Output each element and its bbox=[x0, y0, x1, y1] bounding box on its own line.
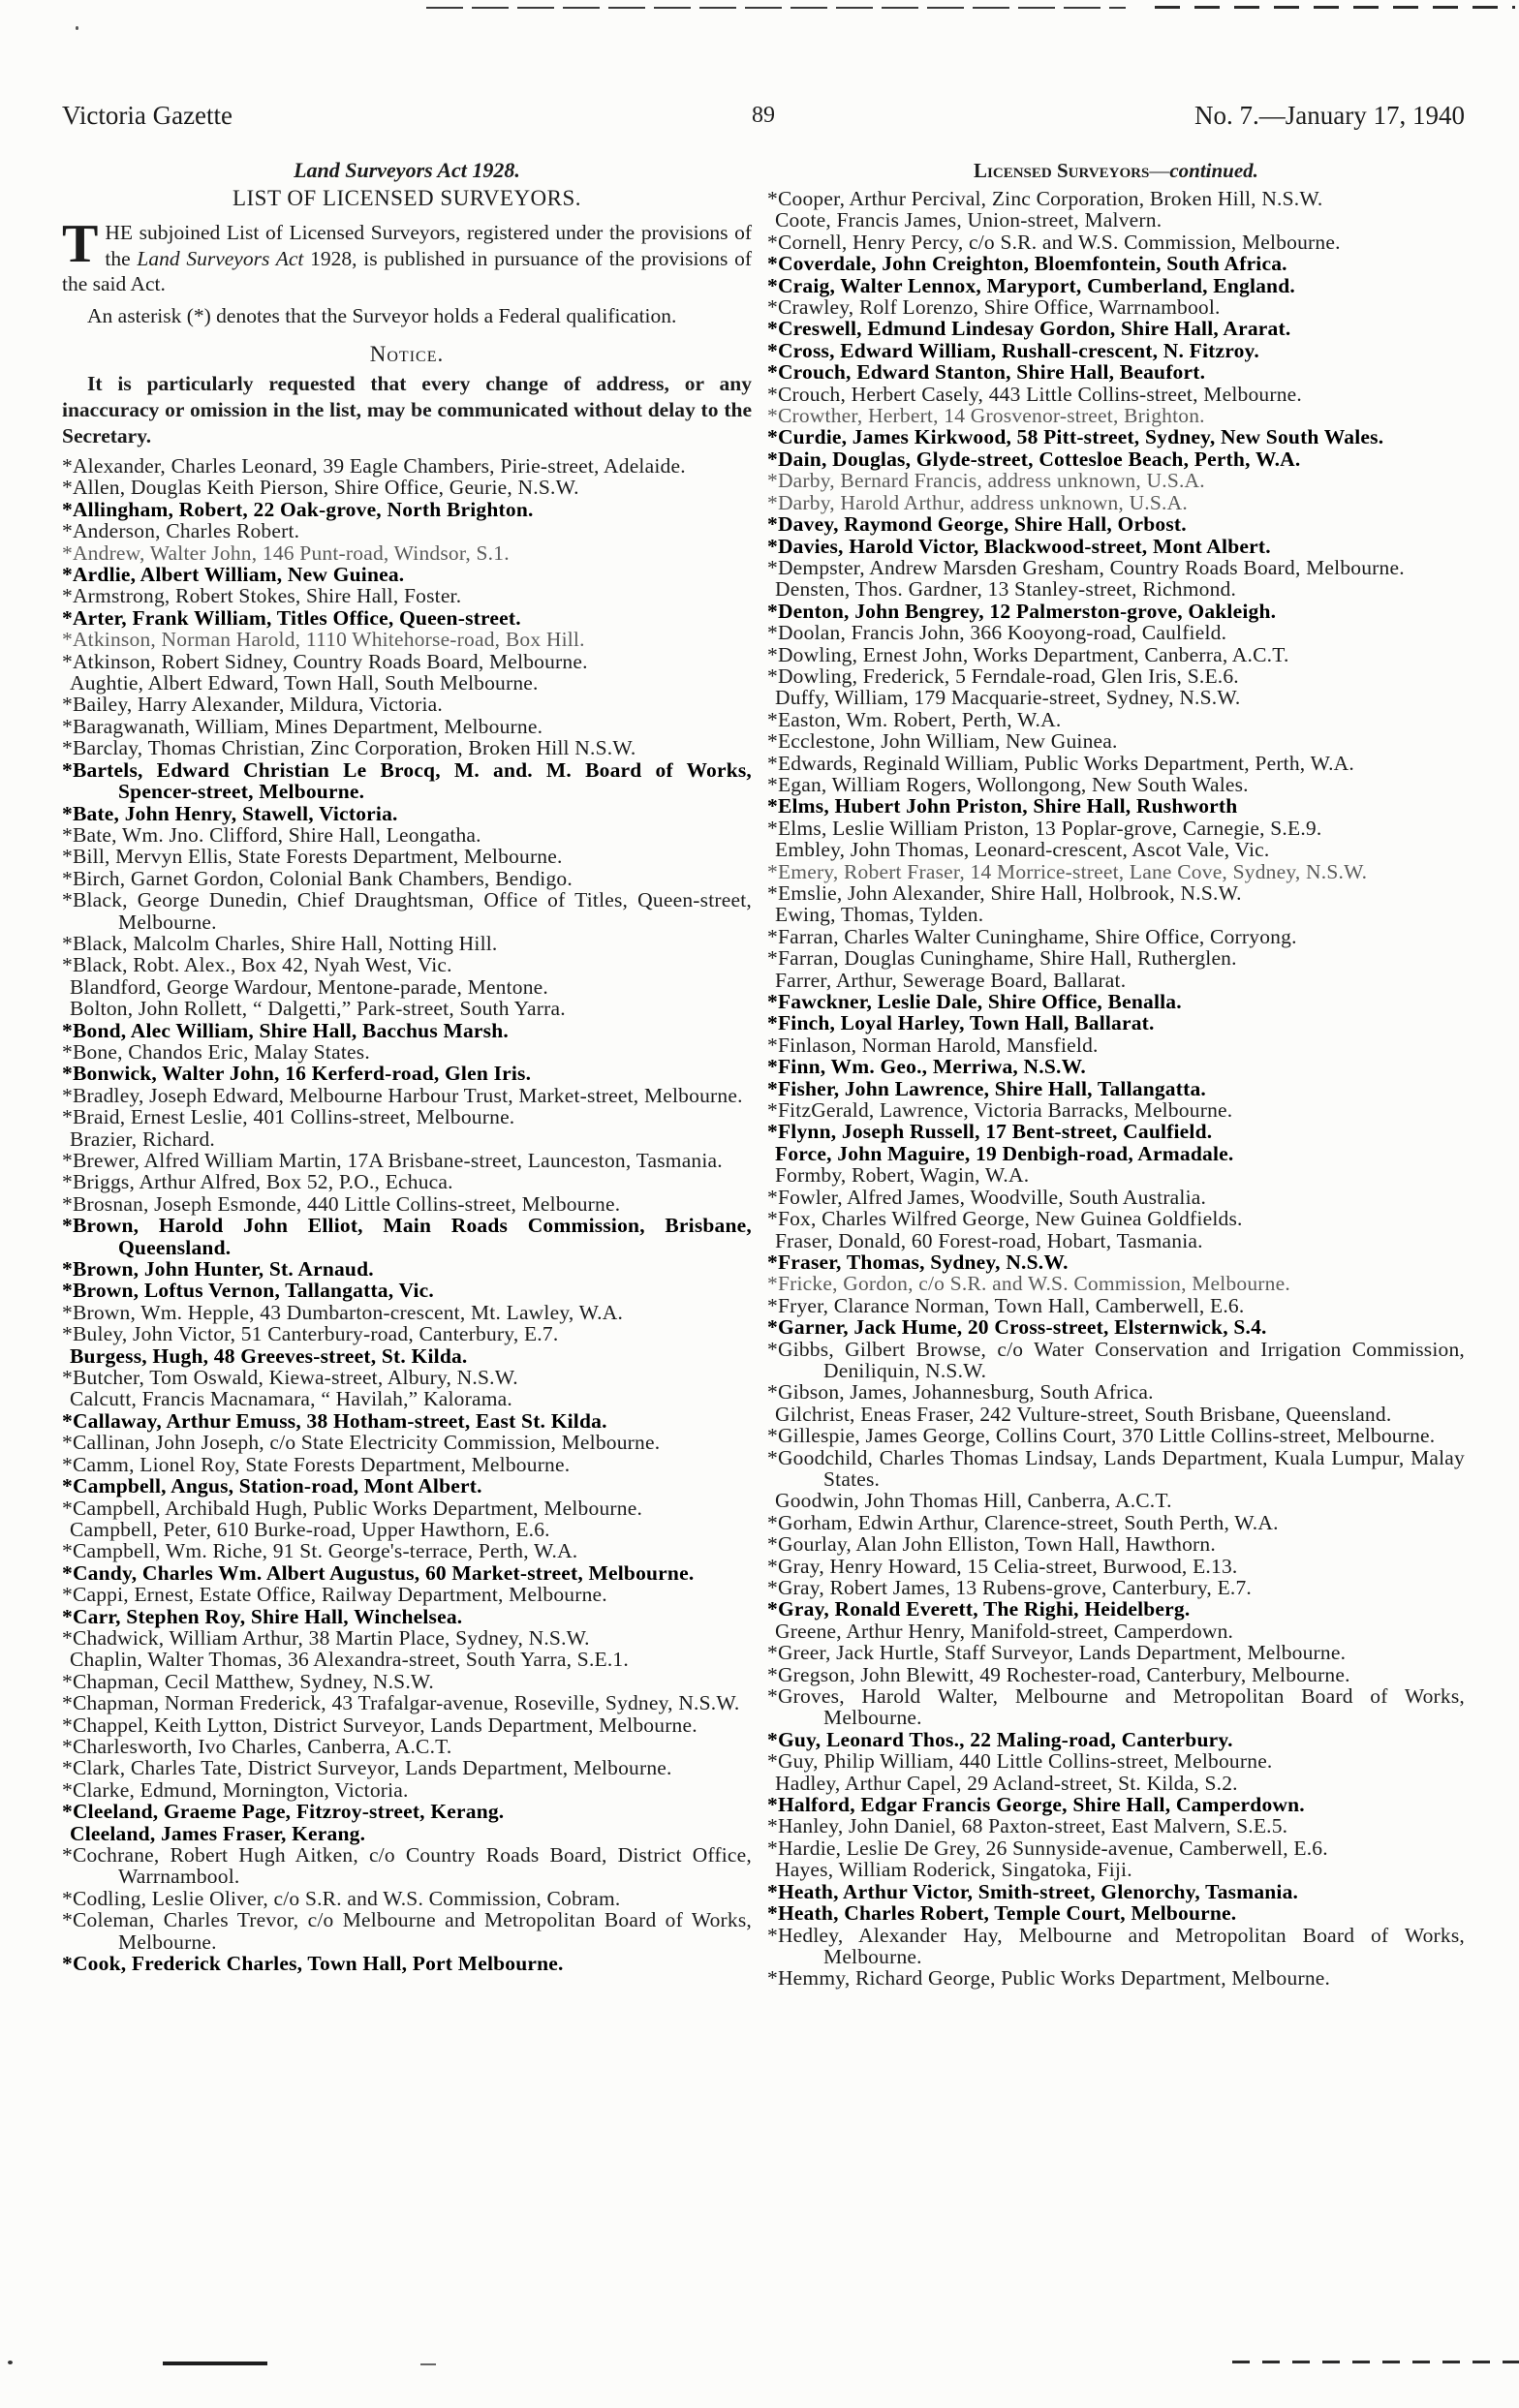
surveyor-entry: *Alexander, Charles Leonard, 39 Eagle Chambers, Pirie-street, Adelaide. bbox=[62, 454, 686, 478]
surveyor-entry: Formby, Robert, Wagin, W.A. bbox=[775, 1163, 1030, 1188]
surveyor-entry: *Groves, Harold Walter, Melbourne and Metropolitan Board of Works, Melbourne. bbox=[767, 1684, 1465, 1730]
surveyor-entry: *Brown, John Hunter, St. Arnaud. bbox=[62, 1257, 374, 1281]
surveyor-entry: *Chapman, Norman Frederick, 43 Trafalgar-avenue, Roseville, Sydney, N.S.W. bbox=[62, 1691, 740, 1715]
surveyor-entry: *Elms, Leslie William Priston, 13 Poplar-grove, Carnegie, S.E.9. bbox=[767, 816, 1322, 840]
surveyor-entry: *Dempster, Andrew Marsden Gresham, Country Roads Board, Melbourne. bbox=[767, 555, 1405, 579]
surveyor-entry: *Dowling, Frederick, 5 Ferndale-road, Glen Iris, S.E.6. bbox=[767, 664, 1239, 688]
surveyor-entry: *Hemmy, Richard George, Public Works Department, Melbourne. bbox=[767, 1966, 1331, 1991]
surveyor-entry: *Fowler, Alfred James, Woodville, South Australia. bbox=[767, 1185, 1207, 1209]
surveyor-entry: *Dowling, Ernest John, Works Department, Canberra, A.C.T. bbox=[767, 642, 1289, 666]
text-segment: Licensed Surveyors bbox=[974, 159, 1150, 182]
surveyor-entry: *Halford, Edgar Francis George, Shire Hall, Camperdown. bbox=[767, 1793, 1305, 1817]
surveyor-entry: Embley, John Thomas, Leonard-crescent, Ascot Vale, Vic. bbox=[775, 838, 1270, 862]
surveyor-entry: *Buley, John Victor, 51 Canterbury-road, Canterbury, E.7. bbox=[62, 1322, 559, 1346]
surveyor-entry: *Edwards, Reginald William, Public Works Department, Perth, W.A. bbox=[767, 751, 1354, 775]
surveyor-entry: *Creswell, Edmund Lindesay Gordon, Shire Hall, Ararat. bbox=[767, 317, 1291, 341]
page-number: 89 bbox=[752, 103, 775, 128]
surveyor-entry: *Finlason, Norman Harold, Mansfield. bbox=[767, 1033, 1099, 1057]
surveyor-entry: *Crouch, Edward Stanton, Shire Hall, Beaufort. bbox=[767, 360, 1206, 385]
surveyor-entry: *Greer, Jack Hurtle, Staff Surveyor, Lands Department, Melbourne. bbox=[767, 1641, 1347, 1665]
list-title: LIST OF LICENSED SURVEYORS. bbox=[232, 186, 582, 210]
left-column bbox=[62, 158, 752, 1990]
surveyor-entry: *Fricke, Gordon, c/o S.R. and W.S. Commission, Melbourne. bbox=[767, 1272, 1290, 1296]
surveyor-entry: *Clarke, Edmund, Mornington, Victoria. bbox=[62, 1777, 409, 1802]
surveyor-entry: Force, John Maguire, 19 Denbigh-road, Armadale. bbox=[775, 1141, 1234, 1165]
surveyor-entry: *Brown, Harold John Elliot, Main Roads Commission, Brisbane, Queensland. bbox=[62, 1214, 752, 1259]
surveyor-entry: *Anderson, Charles Robert. bbox=[62, 519, 300, 543]
surveyor-entry: *Fraser, Thomas, Sydney, N.S.W. bbox=[767, 1250, 1069, 1274]
surveyor-entry: Duffy, William, 179 Macquarie-street, Sydney, N.S.W. bbox=[775, 686, 1241, 710]
surveyor-entry: *Allen, Douglas Keith Pierson, Shire Office, Geurie, N.S.W. bbox=[62, 476, 579, 500]
surveyor-entry: *Birch, Garnet Gordon, Colonial Bank Chambers, Bendigo. bbox=[62, 866, 573, 890]
scan-artifact-bottom-line bbox=[163, 2362, 267, 2365]
surveyor-entry: Campbell, Peter, 610 Burke-road, Upper Hawthorn, E.6. bbox=[70, 1517, 550, 1541]
drop-cap: T bbox=[62, 214, 99, 274]
scan-artifact-bottom-dot bbox=[8, 2361, 13, 2364]
intro-text bbox=[62, 214, 752, 295]
surveyor-entry: *Allingham, Robert, 22 Oak-grove, North Brighton. bbox=[62, 497, 534, 521]
surveyor-entry: *Brosnan, Joseph Esmonde, 440 Little Collins-street, Melbourne. bbox=[62, 1191, 621, 1216]
surveyor-entry: Blandford, George Wardour, Mentone-parade, Mentone. bbox=[70, 974, 548, 999]
surveyor-entry: *Butcher, Tom Oswald, Kiewa-street, Albury, N.S.W. bbox=[62, 1366, 518, 1390]
surveyor-entry: *Bartels, Edward Christian Le Brocq, M. and. M. Board of Works, Spencer-street, Melbourne. bbox=[62, 757, 752, 804]
surveyor-entry: *Finch, Loyal Harley, Town Hall, Ballarat. bbox=[767, 1011, 1155, 1035]
surveyor-entry: *Craig, Walter Lennox, Maryport, Cumberland, England. bbox=[767, 273, 1295, 297]
intro-paragraph bbox=[62, 214, 752, 297]
surveyor-entry: *Guy, Leonard Thos., 22 Maling-road, Canterbury. bbox=[767, 1727, 1233, 1751]
surveyor-entry: *Davey, Raymond George, Shire Hall, Orbost. bbox=[767, 512, 1187, 537]
surveyor-entry: *Emery, Robert Fraser, 14 Morrice-street, Lane Cove, Sydney, N.S.W. bbox=[767, 859, 1368, 883]
surveyor-entry: *Gray, Ronald Everett, The Righi, Heidelberg. bbox=[767, 1597, 1191, 1621]
surveyor-entry: *Cross, Edward William, Rushall-crescent, N. Fitzroy. bbox=[767, 338, 1259, 362]
surveyor-entry: *Bonwick, Walter John, 16 Kerferd-road, Glen Iris. bbox=[62, 1062, 532, 1086]
surveyor-entry: *Cook, Frederick Charles, Town Hall, Port Melbourne. bbox=[62, 1952, 564, 1976]
surveyor-entry: Hayes, William Roderick, Singatoka, Fiji. bbox=[775, 1858, 1132, 1882]
surveyor-entry: *Ecclestone, John William, New Guinea. bbox=[767, 729, 1118, 754]
surveyor-entry: Densten, Thos. Gardner, 13 Stanley-street, Richmond. bbox=[775, 577, 1237, 602]
surveyor-entry: Greene, Arthur Henry, Manifold-street, Camperdown. bbox=[775, 1619, 1234, 1643]
surveyor-entry: *Bradley, Joseph Edward, Melbourne Harbour Trust, Market-street, Melbourne. bbox=[62, 1083, 743, 1107]
notice-paragraph: It is particularly requested that every change of address, or any inaccuracy or omission in the list, may be communicated without delay to the Secretary. bbox=[62, 372, 752, 448]
surveyor-entry: *Chadwick, William Arthur, 38 Martin Place, Sydney, N.S.W. bbox=[62, 1625, 590, 1650]
surveyor-entry: *Heath, Charles Robert, Temple Court, Melbourne. bbox=[767, 1901, 1237, 1926]
surveyor-entry: Gilchrist, Eneas Fraser, 242 Vulture-street, South Brisbane, Queensland. bbox=[775, 1402, 1392, 1426]
text-segment: 1928, is published in pursuance of the provisions of the said Act. bbox=[62, 246, 752, 295]
surveyor-entry: *Coleman, Charles Trevor, c/o Melbourne and Metropolitan Board of Works, Melbourne. bbox=[62, 1908, 752, 1954]
surveyor-entry: *Barclay, Thomas Christian, Zinc Corporation, Broken Hill N.S.W. bbox=[62, 736, 636, 760]
surveyor-entry: Brazier, Richard. bbox=[70, 1127, 215, 1151]
surveyor-entry: *Flynn, Joseph Russell, 17 Bent-street, Caulfield. bbox=[767, 1120, 1213, 1144]
issue-date: No. 7.—January 17, 1940 bbox=[1194, 101, 1465, 130]
surveyor-entry: *Andrew, Walter John, 146 Punt-road, Windsor, S.1. bbox=[62, 540, 510, 565]
page-header bbox=[62, 101, 1465, 136]
surveyor-entry: *Chappel, Keith Lytton, District Surveyor, Lands Department, Melbourne. bbox=[62, 1713, 698, 1737]
scan-artifact-bottom-mark bbox=[420, 2363, 436, 2365]
surveyor-entry: *Bond, Alec William, Shire Hall, Bacchus Marsh. bbox=[62, 1018, 509, 1042]
surveyor-entry: *Cooper, Arthur Percival, Zinc Corporation, Broken Hill, N.S.W. bbox=[767, 187, 1323, 210]
surveyor-entry: *Hedley, Alexander Hay, Melbourne and Metropolitan Board of Works, Melbourne. bbox=[767, 1923, 1465, 1968]
surveyor-entry: *Bate, Wm. Jno. Clifford, Shire Hall, Leongatha. bbox=[62, 822, 481, 847]
surveyor-entry: *Carr, Stephen Roy, Shire Hall, Winchelsea. bbox=[62, 1604, 463, 1628]
surveyor-entry: *Fisher, John Lawrence, Shire Hall, Tallangatta. bbox=[767, 1076, 1206, 1100]
surveyor-entry: *Darby, Harold Arthur, address unknown, U.S.A. bbox=[767, 490, 1188, 514]
surveyor-entry: *Briggs, Arthur Alfred, Box 52, P.O., Echuca. bbox=[62, 1170, 453, 1194]
surveyor-entry: *Campbell, Wm. Riche, 91 St. George's-terrace, Perth, W.A. bbox=[62, 1539, 578, 1563]
surveyor-entry: Farrer, Arthur, Sewerage Board, Ballarat. bbox=[775, 968, 1127, 992]
surveyor-entry: Bolton, John Rollett, “ Dalgetti,” Park-street, South Yarra. bbox=[70, 997, 566, 1021]
surveyor-entry: *Gorham, Edwin Arthur, Clarence-street, South Perth, W.A. bbox=[767, 1510, 1279, 1534]
notice-heading: Notice. bbox=[369, 342, 445, 366]
surveyor-entry: *Gourlay, Alan John Elliston, Town Hall, Hawthorn. bbox=[767, 1532, 1216, 1557]
scan-artifact-top-dashes bbox=[1155, 6, 1515, 9]
text-segment: — bbox=[1149, 159, 1170, 182]
surveyor-entry: *Gray, Robert James, 13 Rubens-grove, Canterbury, E.7. bbox=[767, 1576, 1253, 1599]
text-segment: HE subjoined List of Licensed Surveyors, registered under the provisions of the bbox=[105, 221, 752, 270]
surveyor-entry: *Gibbs, Gilbert Browse, c/o Water Conservation and Irrigation Commission, Deniliquin, N.S.W. bbox=[767, 1337, 1465, 1382]
surveyor-entry: *Ardlie, Albert William, New Guinea. bbox=[62, 563, 405, 587]
surveyor-entry: *Davies, Harold Victor, Blackwood-street, Mont Albert. bbox=[767, 534, 1271, 558]
surveyor-entry: *Easton, Wm. Robert, Perth, W.A. bbox=[767, 707, 1062, 731]
surveyor-list-right bbox=[767, 188, 1465, 1990]
right-column bbox=[767, 158, 1465, 1990]
surveyor-entry: *Fox, Charles Wilfred George, New Guinea Goldfields. bbox=[767, 1207, 1243, 1231]
surveyor-entry: *Garner, Jack Hume, 20 Cross-street, Elsternwick, S.4. bbox=[767, 1315, 1267, 1340]
surveyor-entry: *Farran, Douglas Cuninghame, Shire Hall, Rutherglen. bbox=[767, 946, 1237, 971]
surveyor-entry: Chaplin, Walter Thomas, 36 Alexandra-street, South Yarra, S.E.1. bbox=[70, 1648, 629, 1672]
surveyor-entry: *Dain, Douglas, Glyde-street, Cottesloe Beach, Perth, W.A. bbox=[767, 447, 1301, 471]
surveyor-entry: Burgess, Hugh, 48 Greeves-street, St. Kilda. bbox=[70, 1343, 468, 1368]
surveyor-entry: *Baragwanath, William, Mines Department, Melbourne. bbox=[62, 714, 543, 738]
surveyor-entry: *Brown, Wm. Hepple, 43 Dumbarton-crescent, Mt. Lawley, W.A. bbox=[62, 1300, 624, 1324]
surveyor-entry: *Bailey, Harry Alexander, Mildura, Victoria. bbox=[62, 693, 443, 717]
surveyor-entry: Coote, Francis James, Union-street, Malvern. bbox=[775, 208, 1162, 232]
surveyor-entry: *Camm, Lionel Roy, State Forests Department, Melbourne. bbox=[62, 1452, 571, 1476]
surveyor-list-left bbox=[62, 455, 752, 1974]
surveyor-entry: *Clark, Charles Tate, District Surveyor, Lands Department, Melbourne. bbox=[62, 1756, 672, 1780]
surveyor-entry: Cleeland, James Fraser, Kerang. bbox=[70, 1821, 366, 1845]
surveyor-entry: *Callaway, Arthur Emuss, 38 Hotham-street, East St. Kilda. bbox=[62, 1408, 607, 1433]
surveyor-entry: *Cochrane, Robert Hugh Aitken, c/o Country Roads Board, District Office, Warrnambool. bbox=[62, 1843, 752, 1889]
surveyor-entry: *Hanley, John Daniel, 68 Paxton-street, East Malvern, S.E.5. bbox=[767, 1814, 1288, 1838]
surveyor-entry: *Atkinson, Robert Sidney, Country Roads Board, Melbourne. bbox=[62, 649, 588, 673]
surveyor-entry: Aughtie, Albert Edward, Town Hall, South Melbourne. bbox=[70, 671, 539, 695]
surveyor-entry: *Gray, Henry Howard, 15 Celia-street, Burwood, E.13. bbox=[767, 1554, 1238, 1578]
surveyor-entry: *Atkinson, Norman Harold, 1110 Whitehorse-road, Box Hill. bbox=[62, 628, 585, 652]
surveyor-entry: *Coverdale, John Creighton, Bloemfontein, South Africa. bbox=[767, 252, 1287, 276]
surveyor-entry: *Cleeland, Graeme Page, Fitzroy-street, Kerang. bbox=[62, 1800, 505, 1824]
surveyor-entry: *Crowther, Herbert, 14 Grosvenor-street, Brighton. bbox=[767, 404, 1205, 428]
surveyor-entry: *Guy, Philip William, 440 Little Collins-street, Melbourne. bbox=[767, 1749, 1273, 1774]
surveyor-entry: *Chapman, Cecil Matthew, Sydney, N.S.W. bbox=[62, 1669, 435, 1693]
surveyor-entry: *Crouch, Herbert Casely, 443 Little Collins-street, Melbourne. bbox=[767, 382, 1302, 406]
surveyor-entry: *Heath, Arthur Victor, Smith-street, Glenorchy, Tasmania. bbox=[767, 1879, 1299, 1903]
surveyor-entry: *Denton, John Bengrey, 12 Palmerston-grove, Oakleigh. bbox=[767, 599, 1277, 623]
surveyor-entry: *Bate, John Henry, Stawell, Victoria. bbox=[62, 801, 398, 825]
surveyor-entry: *Cappi, Ernest, Estate Office, Railway Department, Melbourne. bbox=[62, 1583, 607, 1607]
surveyor-entry: *Armstrong, Robert Stokes, Shire Hall, Foster. bbox=[62, 584, 462, 608]
surveyor-entry: *Gibson, James, Johannesburg, South Africa. bbox=[767, 1380, 1154, 1405]
surveyor-entry: *Campbell, Archibald Hugh, Public Works Department, Melbourne. bbox=[62, 1496, 643, 1520]
scan-artifact-dot bbox=[76, 26, 78, 30]
surveyor-entry: *Brewer, Alfred William Martin, 17A Brisbane-street, Launceston, Tasmania. bbox=[62, 1149, 723, 1172]
surveyor-entry: *Black, Robt. Alex., Box 42, Nyah West, Vic. bbox=[62, 953, 452, 977]
surveyor-entry: *Cornell, Henry Percy, c/o S.R. and W.S. Commission, Melbourne. bbox=[767, 230, 1341, 254]
surveyor-entry: *Finn, Wm. Geo., Merriwa, N.S.W. bbox=[767, 1055, 1086, 1079]
surveyor-entry: *Bone, Chandos Eric, Malay States. bbox=[62, 1039, 370, 1064]
surveyor-entry: Hadley, Arthur Capel, 29 Acland-street, St. Kilda, S.2. bbox=[775, 1771, 1238, 1795]
continued-heading bbox=[767, 158, 1465, 183]
surveyor-entry: Calcutt, Francis Macnamara, “ Havilah,” Kalorama. bbox=[70, 1387, 512, 1411]
surveyor-entry: *Black, Malcolm Charles, Shire Hall, Notting Hill. bbox=[62, 931, 498, 955]
surveyor-entry: *Brown, Loftus Vernon, Tallangatta, Vic. bbox=[62, 1279, 434, 1303]
surveyor-entry: Fraser, Donald, 60 Forest-road, Hobart, Tasmania. bbox=[775, 1228, 1203, 1252]
surveyor-entry: *Farran, Charles Walter Cuninghame, Shire Office, Corryong. bbox=[767, 924, 1297, 948]
surveyor-entry: *Campbell, Angus, Station-road, Mont Albert. bbox=[62, 1474, 482, 1498]
surveyor-entry: *Codling, Leslie Oliver, c/o S.R. and W.S. Commission, Cobram. bbox=[62, 1886, 621, 1910]
scan-artifact-top-line bbox=[426, 7, 1126, 9]
publication-title: Victoria Gazette bbox=[62, 101, 233, 130]
surveyor-entry: *Doolan, Francis John, 366 Kooyong-road, Caulfield. bbox=[767, 621, 1227, 645]
surveyor-entry: *Curdie, James Kirkwood, 58 Pitt-street, Sydney, New South Wales. bbox=[767, 425, 1384, 449]
text-segment: continued. bbox=[1169, 159, 1258, 182]
surveyor-entry: *Charlesworth, Ivo Charles, Canberra, A.C.T. bbox=[62, 1734, 452, 1758]
surveyor-entry: *Gregson, John Blewitt, 49 Rochester-road, Canterbury, Melbourne. bbox=[767, 1662, 1350, 1686]
asterisk-note: An asterisk (*) denotes that the Surveyor holds a Federal qualification. bbox=[87, 303, 677, 327]
surveyor-entry: *Black, George Dunedin, Chief Draughtsman, Office of Titles, Queen-street, Melbourne. bbox=[62, 888, 752, 934]
surveyor-entry: *Egan, William Rogers, Wollongong, New South Wales. bbox=[767, 772, 1249, 796]
scan-artifact-bottom-dashes bbox=[1232, 2361, 1519, 2363]
surveyor-entry: *Goodchild, Charles Thomas Lindsay, Lands Department, Kuala Lumpur, Malay States. bbox=[767, 1445, 1465, 1491]
surveyor-entry: *FitzGerald, Lawrence, Victoria Barracks, Melbourne. bbox=[767, 1098, 1233, 1123]
surveyor-entry: *Crawley, Rolf Lorenzo, Shire Office, Warrnambool. bbox=[767, 295, 1221, 320]
surveyor-entry: *Callinan, John Joseph, c/o State Electricity Commission, Melbourne. bbox=[62, 1431, 661, 1455]
surveyor-entry: *Elms, Hubert John Priston, Shire Hall, Rushworth bbox=[767, 794, 1238, 818]
act-title: Land Surveyors Act 1928. bbox=[294, 158, 520, 182]
surveyor-entry: *Candy, Charles Wm. Albert Augustus, 60 Market-street, Melbourne. bbox=[62, 1560, 695, 1585]
surveyor-entry: *Darby, Bernard Francis, address unknown, U.S.A. bbox=[767, 469, 1205, 493]
surveyor-entry: *Fawckner, Leslie Dale, Shire Office, Benalla. bbox=[767, 990, 1182, 1014]
surveyor-entry: *Hardie, Leslie De Grey, 26 Sunnyside-avenue, Camberwell, E.6. bbox=[767, 1836, 1328, 1860]
surveyor-entry: *Emslie, John Alexander, Shire Hall, Holbrook, N.S.W. bbox=[767, 881, 1242, 905]
surveyor-entry: *Bill, Mervyn Ellis, State Forests Department, Melbourne. bbox=[62, 845, 563, 869]
surveyor-entry: *Braid, Ernest Leslie, 401 Collins-street, Melbourne. bbox=[62, 1105, 515, 1129]
surveyor-entry: *Gillespie, James George, Collins Court, 370 Little Collins-street, Melbourne. bbox=[767, 1424, 1436, 1448]
surveyor-entry: Goodwin, John Thomas Hill, Canberra, A.C.T. bbox=[775, 1489, 1172, 1513]
text-segment: Land Surveyors Act bbox=[137, 246, 304, 270]
two-column-body bbox=[62, 158, 1465, 1990]
surveyor-entry: *Fryer, Clarance Norman, Town Hall, Camberwell, E.6. bbox=[767, 1293, 1245, 1317]
surveyor-entry: Ewing, Thomas, Tylden. bbox=[775, 903, 984, 927]
surveyor-entry: *Arter, Frank William, Titles Office, Queen-street. bbox=[62, 605, 521, 630]
